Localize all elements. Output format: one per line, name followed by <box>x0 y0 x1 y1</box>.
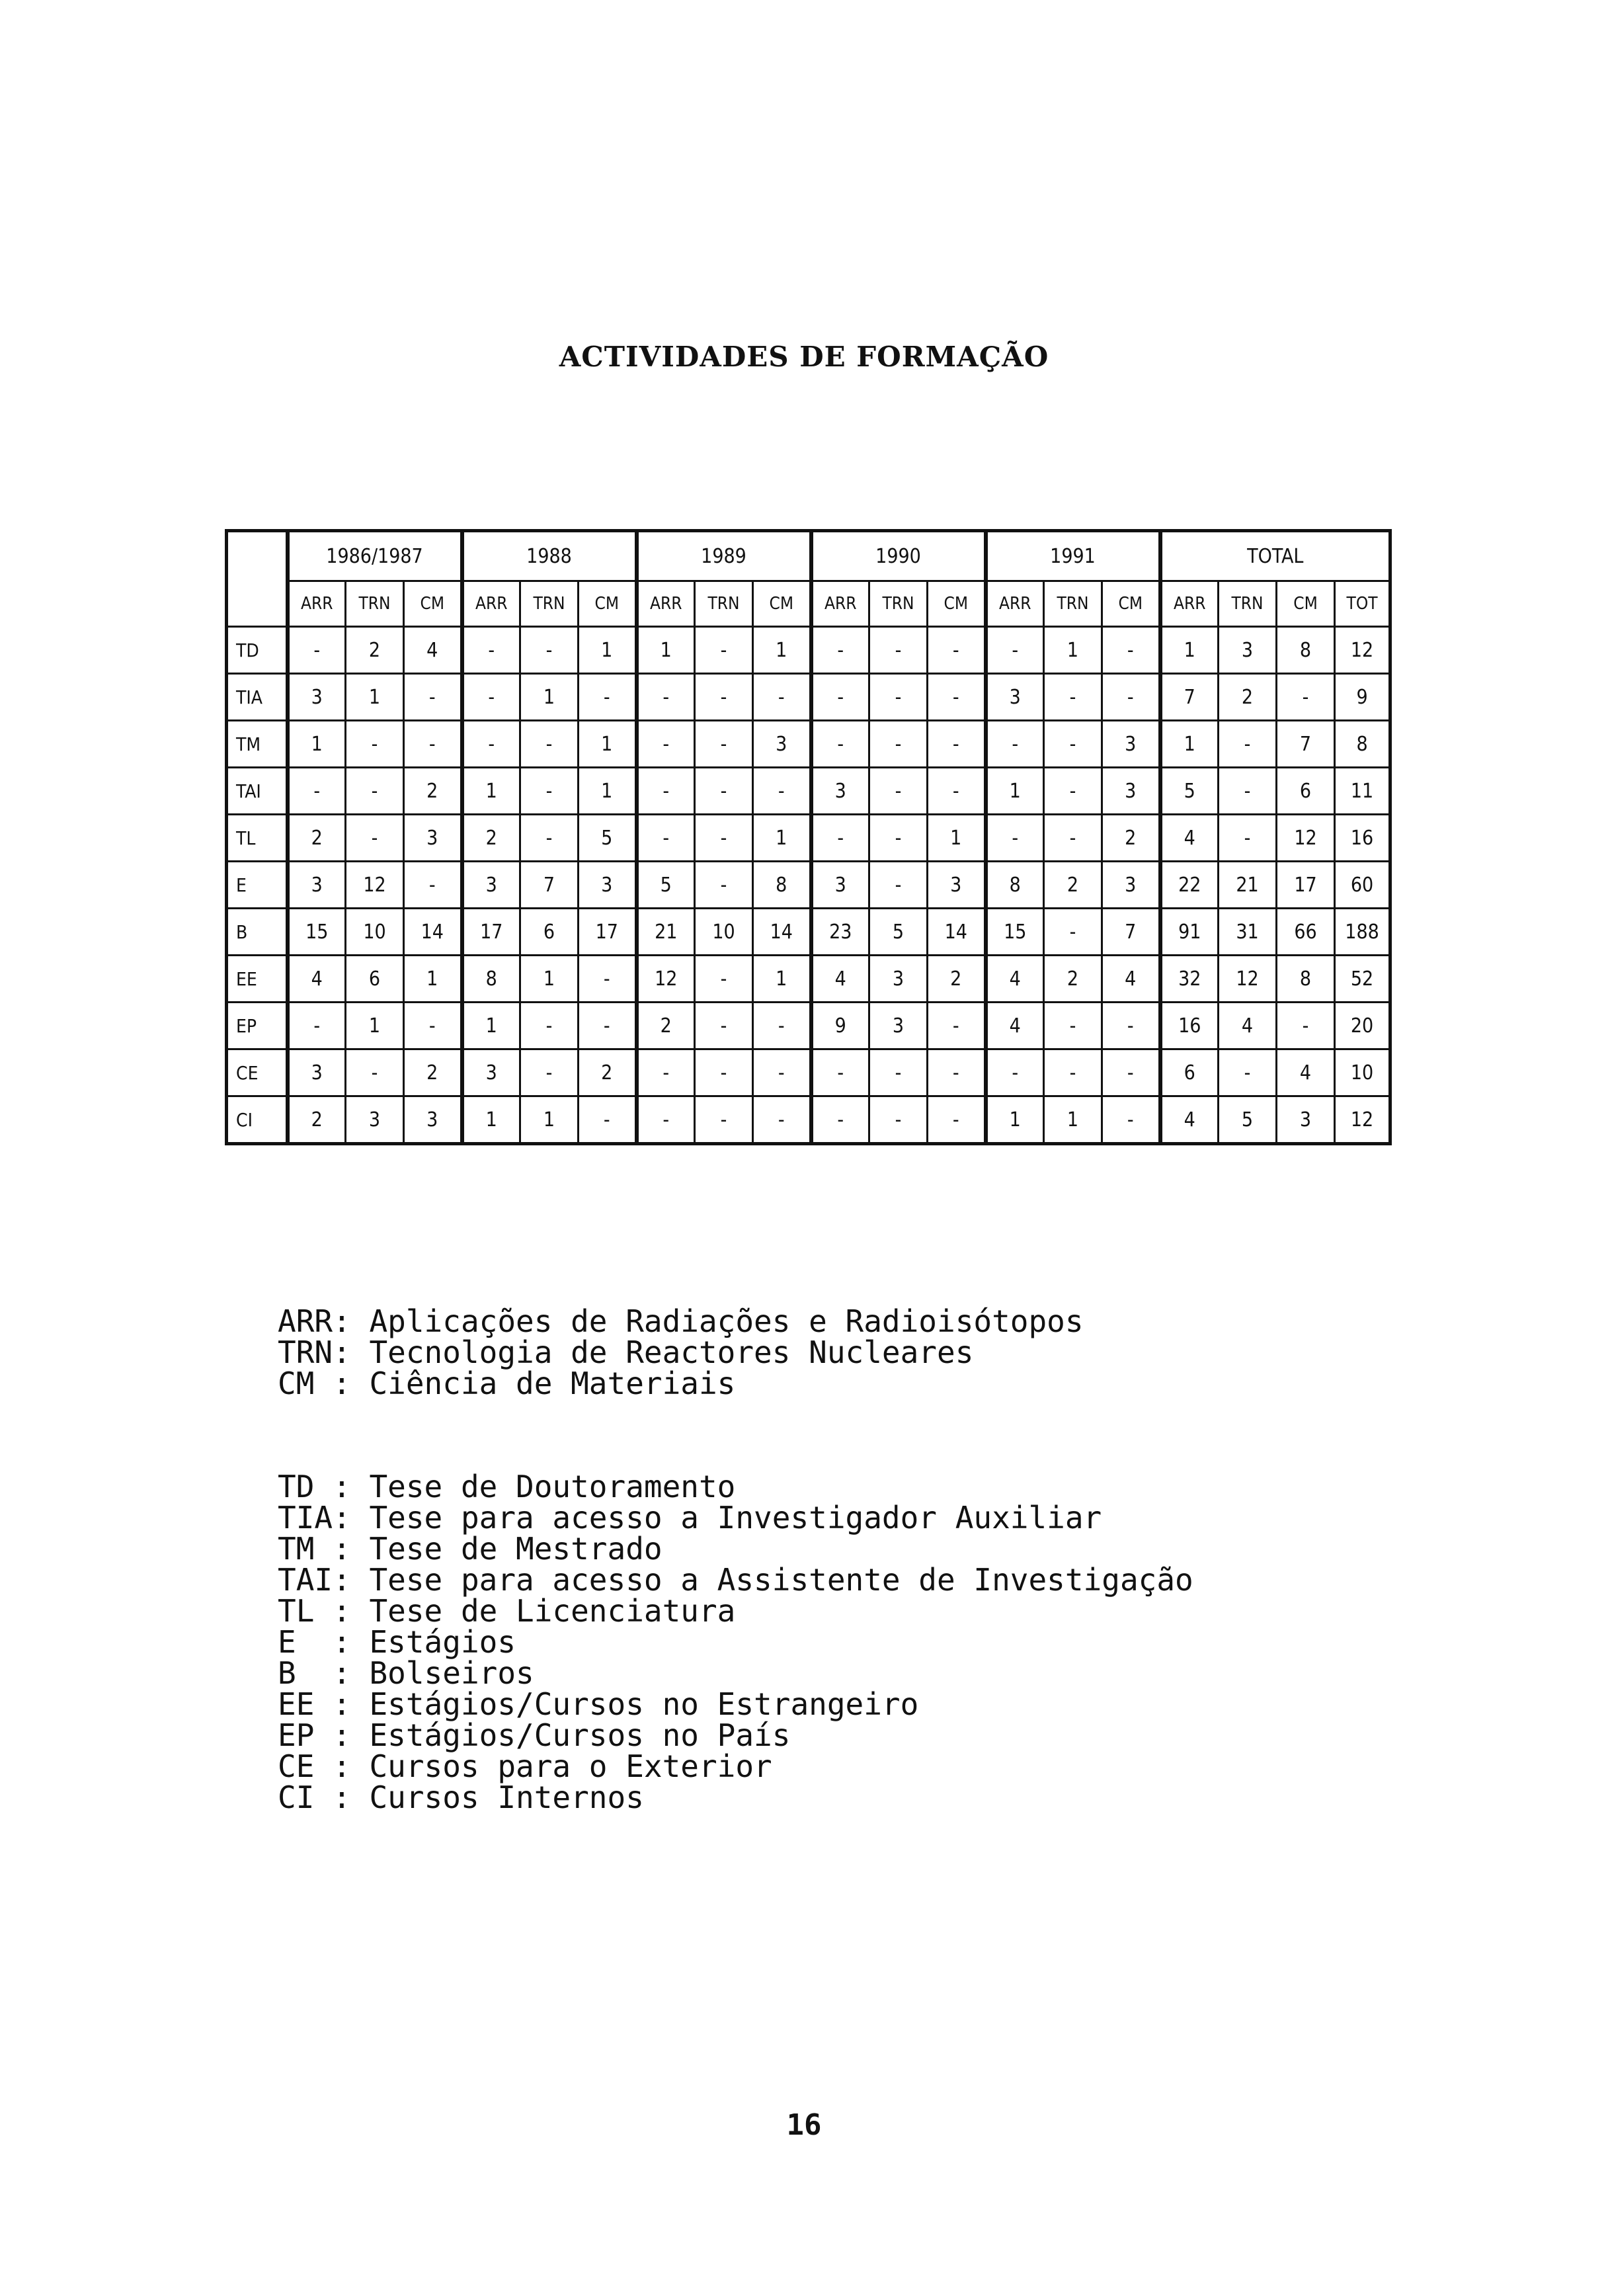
training-activities-table-container <box>225 529 1388 1145</box>
value-cell: - <box>928 1096 986 1144</box>
value-cell: 3 <box>928 862 986 909</box>
value-cell: 3 <box>753 721 811 768</box>
subcolumn-header: ARR <box>986 581 1044 627</box>
total-cell: 16 <box>1335 815 1390 862</box>
value-cell: - <box>986 815 1044 862</box>
legend-line: EE : Estágios/Cursos no Estrangeiro <box>278 1686 919 1722</box>
value-cell: 3 <box>462 1049 520 1096</box>
value-cell: - <box>404 674 462 721</box>
value-cell: 21 <box>637 909 695 956</box>
value-cell: - <box>1277 1003 1335 1049</box>
value-cell: 7 <box>1277 721 1335 768</box>
value-cell: 12 <box>346 862 404 909</box>
value-cell: 1 <box>928 815 986 862</box>
value-cell: 3 <box>986 674 1044 721</box>
value-cell: - <box>637 815 695 862</box>
value-cell: 6 <box>1277 768 1335 815</box>
legend-line: ARR: Aplicações de Radiações e Radioisótopos <box>278 1303 1084 1339</box>
value-cell: - <box>695 862 753 909</box>
row-label: TAI <box>227 768 288 815</box>
table-row <box>227 1096 1390 1144</box>
value-cell: 1 <box>1160 721 1219 768</box>
value-cell: - <box>1044 674 1102 721</box>
value-cell: 32 <box>1160 956 1219 1003</box>
value-cell: 4 <box>1277 1049 1335 1096</box>
value-cell: 2 <box>288 815 346 862</box>
value-cell: - <box>753 1003 811 1049</box>
value-cell: 2 <box>1102 815 1160 862</box>
group-header: 1986/1987 <box>288 531 462 581</box>
value-cell: 4 <box>1102 956 1160 1003</box>
row-label: EP <box>227 1003 288 1049</box>
value-cell: 8 <box>1277 956 1335 1003</box>
value-cell: - <box>1219 815 1277 862</box>
group-header: 1991 <box>986 531 1160 581</box>
value-cell: - <box>1219 768 1277 815</box>
subcolumn-header: TRN <box>346 581 404 627</box>
value-cell: 3 <box>1277 1096 1335 1144</box>
value-cell: - <box>288 627 346 674</box>
value-cell: 12 <box>1277 815 1335 862</box>
value-cell: - <box>520 1049 579 1096</box>
value-cell: 2 <box>1044 956 1102 1003</box>
value-cell: - <box>695 956 753 1003</box>
page-number: 16 <box>786 2108 822 2142</box>
corner-cell <box>227 531 288 627</box>
value-cell: - <box>1044 721 1102 768</box>
value-cell: 2 <box>1044 862 1102 909</box>
value-cell: - <box>695 721 753 768</box>
value-cell: 31 <box>1219 909 1277 956</box>
total-cell: 12 <box>1335 627 1390 674</box>
legend-line: TRN: Tecnologia de Reactores Nucleares <box>278 1334 974 1370</box>
value-cell: - <box>1219 721 1277 768</box>
value-cell: - <box>753 1096 811 1144</box>
value-cell: - <box>753 1049 811 1096</box>
value-cell: 1 <box>520 1096 579 1144</box>
row-label: EE <box>227 956 288 1003</box>
value-cell: 15 <box>986 909 1044 956</box>
value-cell: 1 <box>579 768 637 815</box>
value-cell: 2 <box>346 627 404 674</box>
table-row <box>227 956 1390 1003</box>
value-cell: - <box>811 815 869 862</box>
value-cell: - <box>869 862 928 909</box>
value-cell: 3 <box>579 862 637 909</box>
total-column-header: TOT <box>1335 581 1390 627</box>
value-cell: 2 <box>462 815 520 862</box>
value-cell: 1 <box>1160 627 1219 674</box>
value-cell: 6 <box>1160 1049 1219 1096</box>
table-row <box>227 909 1390 956</box>
table-row <box>227 674 1390 721</box>
value-cell: 22 <box>1160 862 1219 909</box>
value-cell: 4 <box>1219 1003 1277 1049</box>
row-label: B <box>227 909 288 956</box>
legend-line: EP : Estágios/Cursos no País <box>278 1717 791 1753</box>
value-cell: 4 <box>404 627 462 674</box>
value-cell: 9 <box>811 1003 869 1049</box>
subcolumn-header: TRN <box>695 581 753 627</box>
value-cell: 8 <box>1277 627 1335 674</box>
total-cell: 8 <box>1335 721 1390 768</box>
value-cell: 5 <box>1219 1096 1277 1144</box>
value-cell: 23 <box>811 909 869 956</box>
total-cell: 52 <box>1335 956 1390 1003</box>
value-cell: - <box>520 768 579 815</box>
value-cell: - <box>288 1003 346 1049</box>
value-cell: - <box>1102 1003 1160 1049</box>
value-cell: - <box>520 721 579 768</box>
subcolumn-header: TRN <box>1044 581 1102 627</box>
subcolumn-header: CM <box>1277 581 1335 627</box>
total-cell: 188 <box>1335 909 1390 956</box>
legend-line: TD : Tese de Doutoramento <box>278 1469 736 1504</box>
value-cell: 7 <box>520 862 579 909</box>
value-cell: 8 <box>986 862 1044 909</box>
subcolumn-header: ARR <box>462 581 520 627</box>
row-label: TD <box>227 627 288 674</box>
legend-areas <box>278 1303 1084 1401</box>
legend-line: CM : Ciência de Materiais <box>278 1366 736 1401</box>
subcolumn-header: ARR <box>1160 581 1219 627</box>
year-header-row <box>227 531 1390 581</box>
value-cell: 3 <box>869 1003 928 1049</box>
value-cell: 1 <box>462 1096 520 1144</box>
value-cell: 1 <box>404 956 462 1003</box>
value-cell: 8 <box>462 956 520 1003</box>
value-cell: - <box>869 768 928 815</box>
value-cell: - <box>928 768 986 815</box>
value-cell: 10 <box>695 909 753 956</box>
table-body <box>227 627 1390 1144</box>
value-cell: 3 <box>1102 862 1160 909</box>
value-cell: - <box>695 627 753 674</box>
subcolumn-header: CM <box>1102 581 1160 627</box>
value-cell: - <box>811 627 869 674</box>
value-cell: 21 <box>1219 862 1277 909</box>
value-cell: - <box>520 627 579 674</box>
value-cell: 1 <box>1044 627 1102 674</box>
table-row <box>227 627 1390 674</box>
legend-line: CE : Cursos para o Exterior <box>278 1748 772 1784</box>
value-cell: - <box>695 1096 753 1144</box>
legend-line: CI : Cursos Internos <box>278 1780 644 1815</box>
value-cell: - <box>695 1003 753 1049</box>
value-cell: 1 <box>986 768 1044 815</box>
value-cell: 17 <box>462 909 520 956</box>
row-label: CE <box>227 1049 288 1096</box>
value-cell: 1 <box>753 815 811 862</box>
value-cell: 1 <box>346 674 404 721</box>
value-cell: 3 <box>404 815 462 862</box>
group-header: 1988 <box>462 531 637 581</box>
legend-types <box>278 1471 1193 1813</box>
row-label: TM <box>227 721 288 768</box>
value-cell: - <box>404 862 462 909</box>
value-cell: - <box>869 1049 928 1096</box>
subcolumn-header: CM <box>404 581 462 627</box>
value-cell: 3 <box>288 674 346 721</box>
value-cell: - <box>695 1049 753 1096</box>
value-cell: - <box>986 721 1044 768</box>
group-header: 1989 <box>637 531 811 581</box>
page-title: ACTIVIDADES DE FORMAÇÃO <box>559 341 1049 373</box>
subcolumn-header: CM <box>928 581 986 627</box>
value-cell: 14 <box>404 909 462 956</box>
table-row <box>227 768 1390 815</box>
table-row <box>227 721 1390 768</box>
total-cell: 9 <box>1335 674 1390 721</box>
value-cell: 1 <box>346 1003 404 1049</box>
value-cell: - <box>579 956 637 1003</box>
value-cell: 3 <box>811 768 869 815</box>
value-cell: - <box>579 1003 637 1049</box>
value-cell: - <box>346 721 404 768</box>
value-cell: 17 <box>1277 862 1335 909</box>
value-cell: - <box>462 721 520 768</box>
value-cell: - <box>753 768 811 815</box>
legend-line: TM : Tese de Mestrado <box>278 1531 663 1567</box>
value-cell: 1 <box>462 768 520 815</box>
total-cell: 11 <box>1335 768 1390 815</box>
value-cell: 3 <box>1102 768 1160 815</box>
value-cell: 3 <box>404 1096 462 1144</box>
value-cell: - <box>1044 815 1102 862</box>
value-cell: 1 <box>637 627 695 674</box>
value-cell: 1 <box>520 674 579 721</box>
subcolumn-header: TRN <box>869 581 928 627</box>
value-cell: - <box>1102 627 1160 674</box>
value-cell: 3 <box>1219 627 1277 674</box>
value-cell: - <box>869 815 928 862</box>
value-cell: 4 <box>811 956 869 1003</box>
value-cell: - <box>1102 1096 1160 1144</box>
value-cell: 4 <box>1160 815 1219 862</box>
subcolumn-header: CM <box>579 581 637 627</box>
value-cell: - <box>637 721 695 768</box>
value-cell: 1 <box>579 627 637 674</box>
value-cell: - <box>928 1003 986 1049</box>
value-cell: 1 <box>753 956 811 1003</box>
value-cell: 1 <box>986 1096 1044 1144</box>
value-cell: 2 <box>1219 674 1277 721</box>
value-cell: 5 <box>579 815 637 862</box>
value-cell: 3 <box>288 862 346 909</box>
value-cell: - <box>811 721 869 768</box>
row-label: CI <box>227 1096 288 1144</box>
value-cell: 4 <box>1160 1096 1219 1144</box>
total-cell: 12 <box>1335 1096 1390 1144</box>
value-cell: 12 <box>1219 956 1277 1003</box>
subcolumn-header: TRN <box>1219 581 1277 627</box>
value-cell: - <box>637 1049 695 1096</box>
value-cell: - <box>1044 1049 1102 1096</box>
value-cell: 2 <box>404 1049 462 1096</box>
legend-line: E : Estágios <box>278 1624 516 1660</box>
value-cell: - <box>986 1049 1044 1096</box>
legend-line: TAI: Tese para acesso a Assistente de Investigação <box>278 1562 1193 1598</box>
value-cell: 1 <box>753 627 811 674</box>
value-cell: 91 <box>1160 909 1219 956</box>
value-cell: 8 <box>753 862 811 909</box>
value-cell: - <box>869 721 928 768</box>
table-row <box>227 1003 1390 1049</box>
value-cell: - <box>1044 1003 1102 1049</box>
table-row <box>227 815 1390 862</box>
value-cell: 4 <box>288 956 346 1003</box>
value-cell: 66 <box>1277 909 1335 956</box>
value-cell: - <box>928 627 986 674</box>
value-cell: - <box>869 1096 928 1144</box>
value-cell: - <box>579 1096 637 1144</box>
value-cell: 3 <box>811 862 869 909</box>
value-cell: - <box>811 1096 869 1144</box>
value-cell: 14 <box>928 909 986 956</box>
value-cell: - <box>811 674 869 721</box>
value-cell: 3 <box>462 862 520 909</box>
value-cell: - <box>986 627 1044 674</box>
value-cell: - <box>695 815 753 862</box>
value-cell: - <box>462 627 520 674</box>
value-cell: - <box>695 768 753 815</box>
training-activities-table <box>225 529 1392 1145</box>
value-cell: 12 <box>637 956 695 1003</box>
group-header: TOTAL <box>1160 531 1390 581</box>
value-cell: 6 <box>346 956 404 1003</box>
value-cell: - <box>1044 768 1102 815</box>
value-cell: - <box>753 674 811 721</box>
value-cell: - <box>1044 909 1102 956</box>
value-cell: 1 <box>288 721 346 768</box>
value-cell: - <box>928 1049 986 1096</box>
value-cell: 10 <box>346 909 404 956</box>
value-cell: 4 <box>986 956 1044 1003</box>
value-cell: 2 <box>579 1049 637 1096</box>
value-cell: - <box>637 1096 695 1144</box>
value-cell: 6 <box>520 909 579 956</box>
value-cell: - <box>1102 1049 1160 1096</box>
value-cell: 3 <box>346 1096 404 1144</box>
value-cell: 7 <box>1102 909 1160 956</box>
table-row <box>227 1049 1390 1096</box>
subcolumn-header: CM <box>753 581 811 627</box>
total-cell: 10 <box>1335 1049 1390 1096</box>
value-cell: - <box>346 815 404 862</box>
value-cell: 7 <box>1160 674 1219 721</box>
legend-line: TIA: Tese para acesso a Investigador Auxiliar <box>278 1500 1102 1536</box>
value-cell: - <box>869 627 928 674</box>
value-cell: - <box>928 721 986 768</box>
value-cell: - <box>404 721 462 768</box>
value-cell: - <box>1102 674 1160 721</box>
value-cell: 2 <box>404 768 462 815</box>
value-cell: - <box>579 674 637 721</box>
total-cell: 20 <box>1335 1003 1390 1049</box>
subcolumn-header: ARR <box>288 581 346 627</box>
value-cell: 2 <box>288 1096 346 1144</box>
subcolumn-header: ARR <box>637 581 695 627</box>
value-cell: - <box>520 1003 579 1049</box>
subcolumn-header: TRN <box>520 581 579 627</box>
value-cell: 14 <box>753 909 811 956</box>
value-cell: 16 <box>1160 1003 1219 1049</box>
value-cell: - <box>346 1049 404 1096</box>
value-cell: 3 <box>288 1049 346 1096</box>
value-cell: 1 <box>579 721 637 768</box>
value-cell: - <box>928 674 986 721</box>
value-cell: - <box>637 768 695 815</box>
value-cell: - <box>462 674 520 721</box>
value-cell: 2 <box>928 956 986 1003</box>
value-cell: 5 <box>637 862 695 909</box>
value-cell: 1 <box>462 1003 520 1049</box>
value-cell: - <box>288 768 346 815</box>
value-cell: 3 <box>869 956 928 1003</box>
value-cell: - <box>520 815 579 862</box>
subcolumn-header-row <box>227 581 1390 627</box>
group-header: 1990 <box>811 531 986 581</box>
subcolumn-header: ARR <box>811 581 869 627</box>
table-row <box>227 862 1390 909</box>
legend-line: B : Bolseiros <box>278 1655 534 1691</box>
value-cell: - <box>1277 674 1335 721</box>
row-label: TL <box>227 815 288 862</box>
total-cell: 60 <box>1335 862 1390 909</box>
value-cell: - <box>404 1003 462 1049</box>
legend-line: TL : Tese de Licenciatura <box>278 1593 736 1629</box>
value-cell: 5 <box>1160 768 1219 815</box>
value-cell: - <box>346 768 404 815</box>
value-cell: 5 <box>869 909 928 956</box>
value-cell: - <box>637 674 695 721</box>
value-cell: - <box>695 674 753 721</box>
value-cell: 1 <box>520 956 579 1003</box>
row-label: TIA <box>227 674 288 721</box>
value-cell: 4 <box>986 1003 1044 1049</box>
value-cell: 2 <box>637 1003 695 1049</box>
value-cell: 1 <box>1044 1096 1102 1144</box>
value-cell: 3 <box>1102 721 1160 768</box>
value-cell: 15 <box>288 909 346 956</box>
value-cell: - <box>869 674 928 721</box>
row-label: E <box>227 862 288 909</box>
value-cell: - <box>1219 1049 1277 1096</box>
value-cell: 17 <box>579 909 637 956</box>
value-cell: - <box>811 1049 869 1096</box>
